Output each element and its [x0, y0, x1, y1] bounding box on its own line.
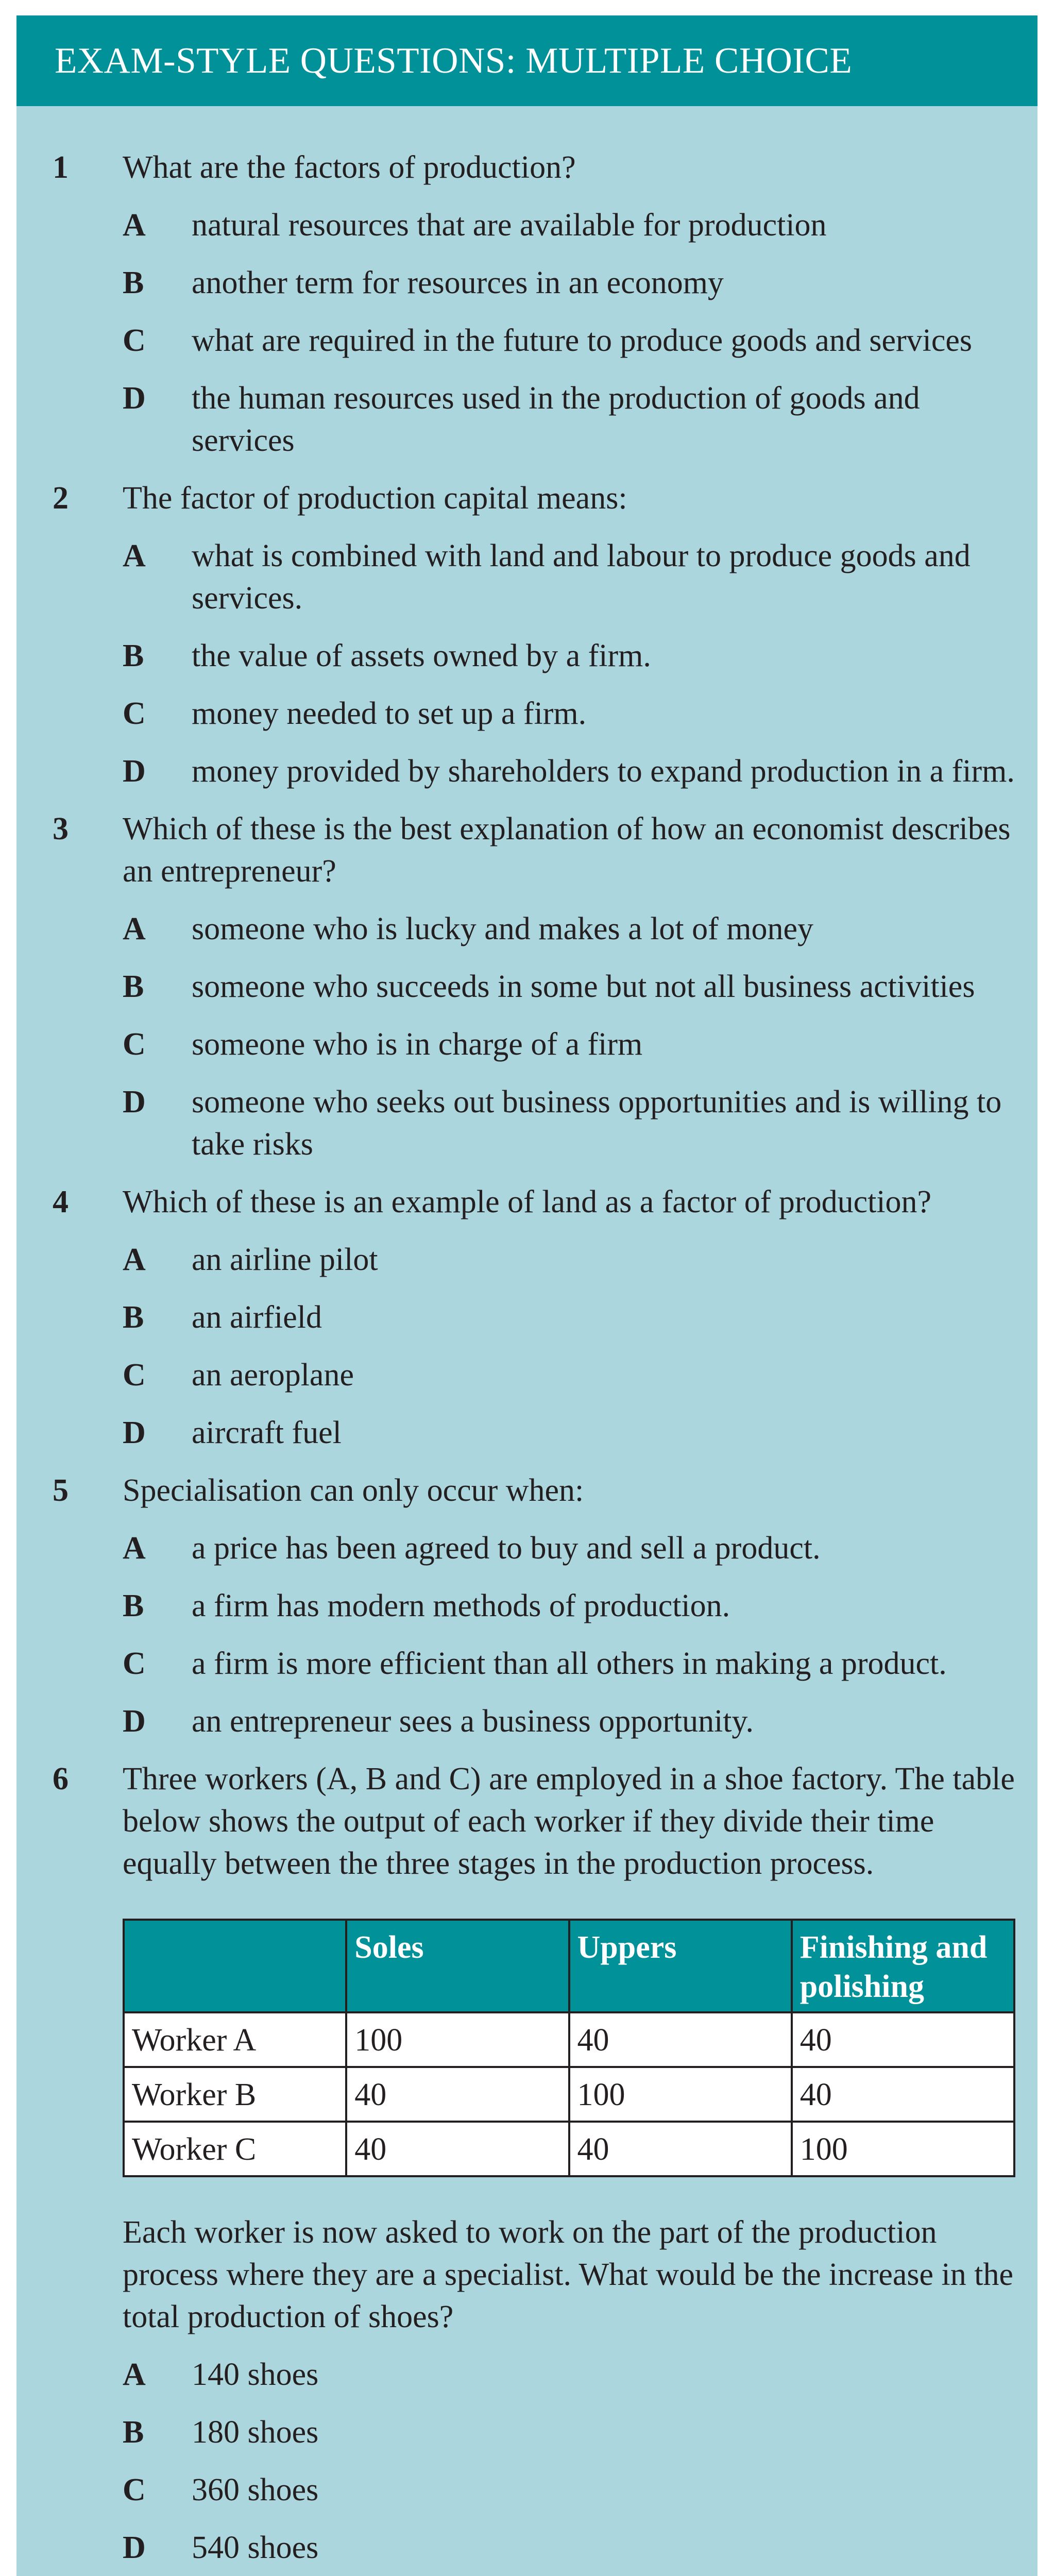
- questions-list: [16, 106, 1037, 2576]
- option-letter: D: [123, 1704, 146, 1739]
- option-letter: B: [123, 2415, 144, 2450]
- option-text: 140 shoes: [192, 2357, 319, 2392]
- option-c: [123, 319, 1017, 362]
- option-c: [123, 1642, 1017, 1685]
- option-text: a firm is more efficient than all others in making a product.: [192, 1646, 947, 1681]
- option-letter: C: [123, 1358, 146, 1393]
- question-text: Which of these is the best explanation of how an economist describes an entrepreneur?: [123, 811, 1011, 889]
- option-text: money provided by shareholders to expand production in a firm.: [192, 754, 1015, 789]
- table-header-cell: [124, 1920, 346, 2012]
- table-cell: 40: [569, 2012, 792, 2067]
- option-letter: B: [123, 1300, 144, 1335]
- question-2: [53, 477, 1017, 792]
- option-b: [123, 262, 1017, 304]
- option-letter: C: [123, 1027, 146, 1062]
- option-letter: B: [123, 1588, 144, 1623]
- worker-output-table: [123, 1919, 1015, 2177]
- table-header-cell: Finishing and polishing: [792, 1920, 1014, 2012]
- option-letter: A: [123, 1531, 146, 1566]
- option-d: [123, 2527, 1017, 2569]
- option-text: a price has been agreed to buy and sell a product.: [192, 1531, 821, 1566]
- option-text: 360 shoes: [192, 2472, 319, 2507]
- option-a: [123, 908, 1017, 950]
- answer-options: [123, 1527, 1017, 1742]
- table-cell: 100: [569, 2067, 792, 2122]
- option-letter: C: [123, 2472, 146, 2507]
- option-letter: D: [123, 381, 146, 416]
- question-number: 4: [53, 1184, 69, 1219]
- option-text: money needed to set up a firm.: [192, 696, 587, 731]
- option-text: an airline pilot: [192, 1242, 378, 1277]
- option-b: [123, 965, 1017, 1008]
- title-banner: [16, 15, 1037, 106]
- answer-options: [123, 908, 1017, 1165]
- option-letter: B: [123, 265, 144, 300]
- table-cell: 40: [792, 2067, 1014, 2122]
- option-text: someone who succeeds in some but not all business activities: [192, 969, 975, 1004]
- option-text: the value of assets owned by a firm.: [192, 638, 651, 673]
- table-header-cell: Soles: [346, 1920, 569, 2012]
- option-d: [123, 377, 1017, 462]
- option-text: an entrepreneur sees a business opportunity.: [192, 1704, 754, 1739]
- table-cell: 100: [792, 2122, 1014, 2176]
- question-number: 2: [53, 481, 69, 516]
- option-letter: A: [123, 1242, 146, 1277]
- table-cell: 40: [569, 2122, 792, 2176]
- option-text: what are required in the future to produce goods and services: [192, 323, 973, 358]
- option-b: [123, 1296, 1017, 1338]
- answer-options: [123, 204, 1017, 462]
- answer-options: [123, 535, 1017, 792]
- option-c: [123, 2469, 1017, 2511]
- option-b: [123, 635, 1017, 677]
- question-6: [53, 1758, 1017, 2569]
- option-text: someone who seeks out business opportunities and is willing to take risks: [192, 1084, 1002, 1162]
- table-cell: Worker B: [124, 2067, 346, 2122]
- question-text: Which of these is an example of land as a factor of production?: [123, 1184, 932, 1219]
- table-cell: 100: [346, 2012, 569, 2067]
- option-b: [123, 1585, 1017, 1627]
- option-a: [123, 204, 1017, 246]
- question-5: [53, 1469, 1017, 1742]
- question-3: [53, 808, 1017, 1165]
- option-c: [123, 1023, 1017, 1065]
- option-letter: B: [123, 969, 144, 1004]
- question-4: [53, 1181, 1017, 1454]
- question-text: Three workers (A, B and C) are employed in a shoe factory. The table below shows the output of each worker if they divide their time equally between the three stages in the production process.: [123, 1761, 1015, 1881]
- option-d: [123, 750, 1017, 792]
- question-number: 3: [53, 811, 69, 846]
- option-text: someone who is in charge of a firm: [192, 1027, 643, 1062]
- option-letter: B: [123, 638, 144, 673]
- option-letter: D: [123, 2530, 146, 2565]
- option-letter: C: [123, 323, 146, 358]
- exam-questions-panel: [16, 15, 1037, 2576]
- question-followup-text: Each worker is now asked to work on the part of the production process where they are a specialist. What would be the increase in the total production of shoes?: [123, 2215, 1014, 2334]
- option-b: [123, 2411, 1017, 2453]
- option-d: [123, 1081, 1017, 1165]
- page-title: EXAM-STYLE QUESTIONS: MULTIPLE CHOICE: [55, 40, 853, 81]
- question-text: Specialisation can only occur when:: [123, 1473, 584, 1508]
- option-text: someone who is lucky and makes a lot of money: [192, 911, 814, 946]
- option-letter: A: [123, 2357, 146, 2392]
- answer-options: [123, 2353, 1017, 2569]
- option-letter: A: [123, 538, 146, 573]
- option-letter: C: [123, 696, 146, 731]
- table-cell: Worker C: [124, 2122, 346, 2176]
- table-cell: 40: [346, 2067, 569, 2122]
- table-row: [124, 2067, 1014, 2122]
- option-letter: D: [123, 1084, 146, 1120]
- question-text: The factor of production capital means:: [123, 481, 627, 516]
- table-row: [124, 2122, 1014, 2176]
- question-number: 1: [53, 150, 69, 185]
- table-header-cell: Uppers: [569, 1920, 792, 2012]
- table-row: [124, 2012, 1014, 2067]
- option-c: [123, 692, 1017, 735]
- question-1: [53, 146, 1017, 462]
- question-text: What are the factors of production?: [123, 150, 576, 185]
- option-text: what is combined with land and labour to produce goods and services.: [192, 538, 971, 616]
- option-letter: D: [123, 754, 146, 789]
- option-a: [123, 535, 1017, 619]
- option-text: natural resources that are available for production: [192, 208, 827, 243]
- option-text: an airfield: [192, 1300, 322, 1335]
- question-number: 5: [53, 1473, 69, 1508]
- table-header-row: [124, 1920, 1014, 2012]
- option-letter: A: [123, 208, 146, 243]
- option-a: [123, 2353, 1017, 2396]
- option-text: aircraft fuel: [192, 1415, 342, 1450]
- option-text: another term for resources in an economy: [192, 265, 724, 300]
- option-d: [123, 1700, 1017, 1742]
- table-cell: Worker A: [124, 2012, 346, 2067]
- option-text: a firm has modern methods of production.: [192, 1588, 730, 1623]
- option-letter: D: [123, 1415, 146, 1450]
- option-text: the human resources used in the production of goods and services: [192, 381, 920, 458]
- option-text: 180 shoes: [192, 2415, 319, 2450]
- option-text: an aeroplane: [192, 1358, 354, 1393]
- option-c: [123, 1354, 1017, 1396]
- option-letter: C: [123, 1646, 146, 1681]
- table-cell: 40: [792, 2012, 1014, 2067]
- question-number: 6: [53, 1761, 69, 1797]
- option-a: [123, 1527, 1017, 1569]
- option-text: 540 shoes: [192, 2530, 319, 2565]
- answer-options: [123, 1239, 1017, 1454]
- option-d: [123, 1412, 1017, 1454]
- option-letter: A: [123, 911, 146, 946]
- table-cell: 40: [346, 2122, 569, 2176]
- option-a: [123, 1239, 1017, 1281]
